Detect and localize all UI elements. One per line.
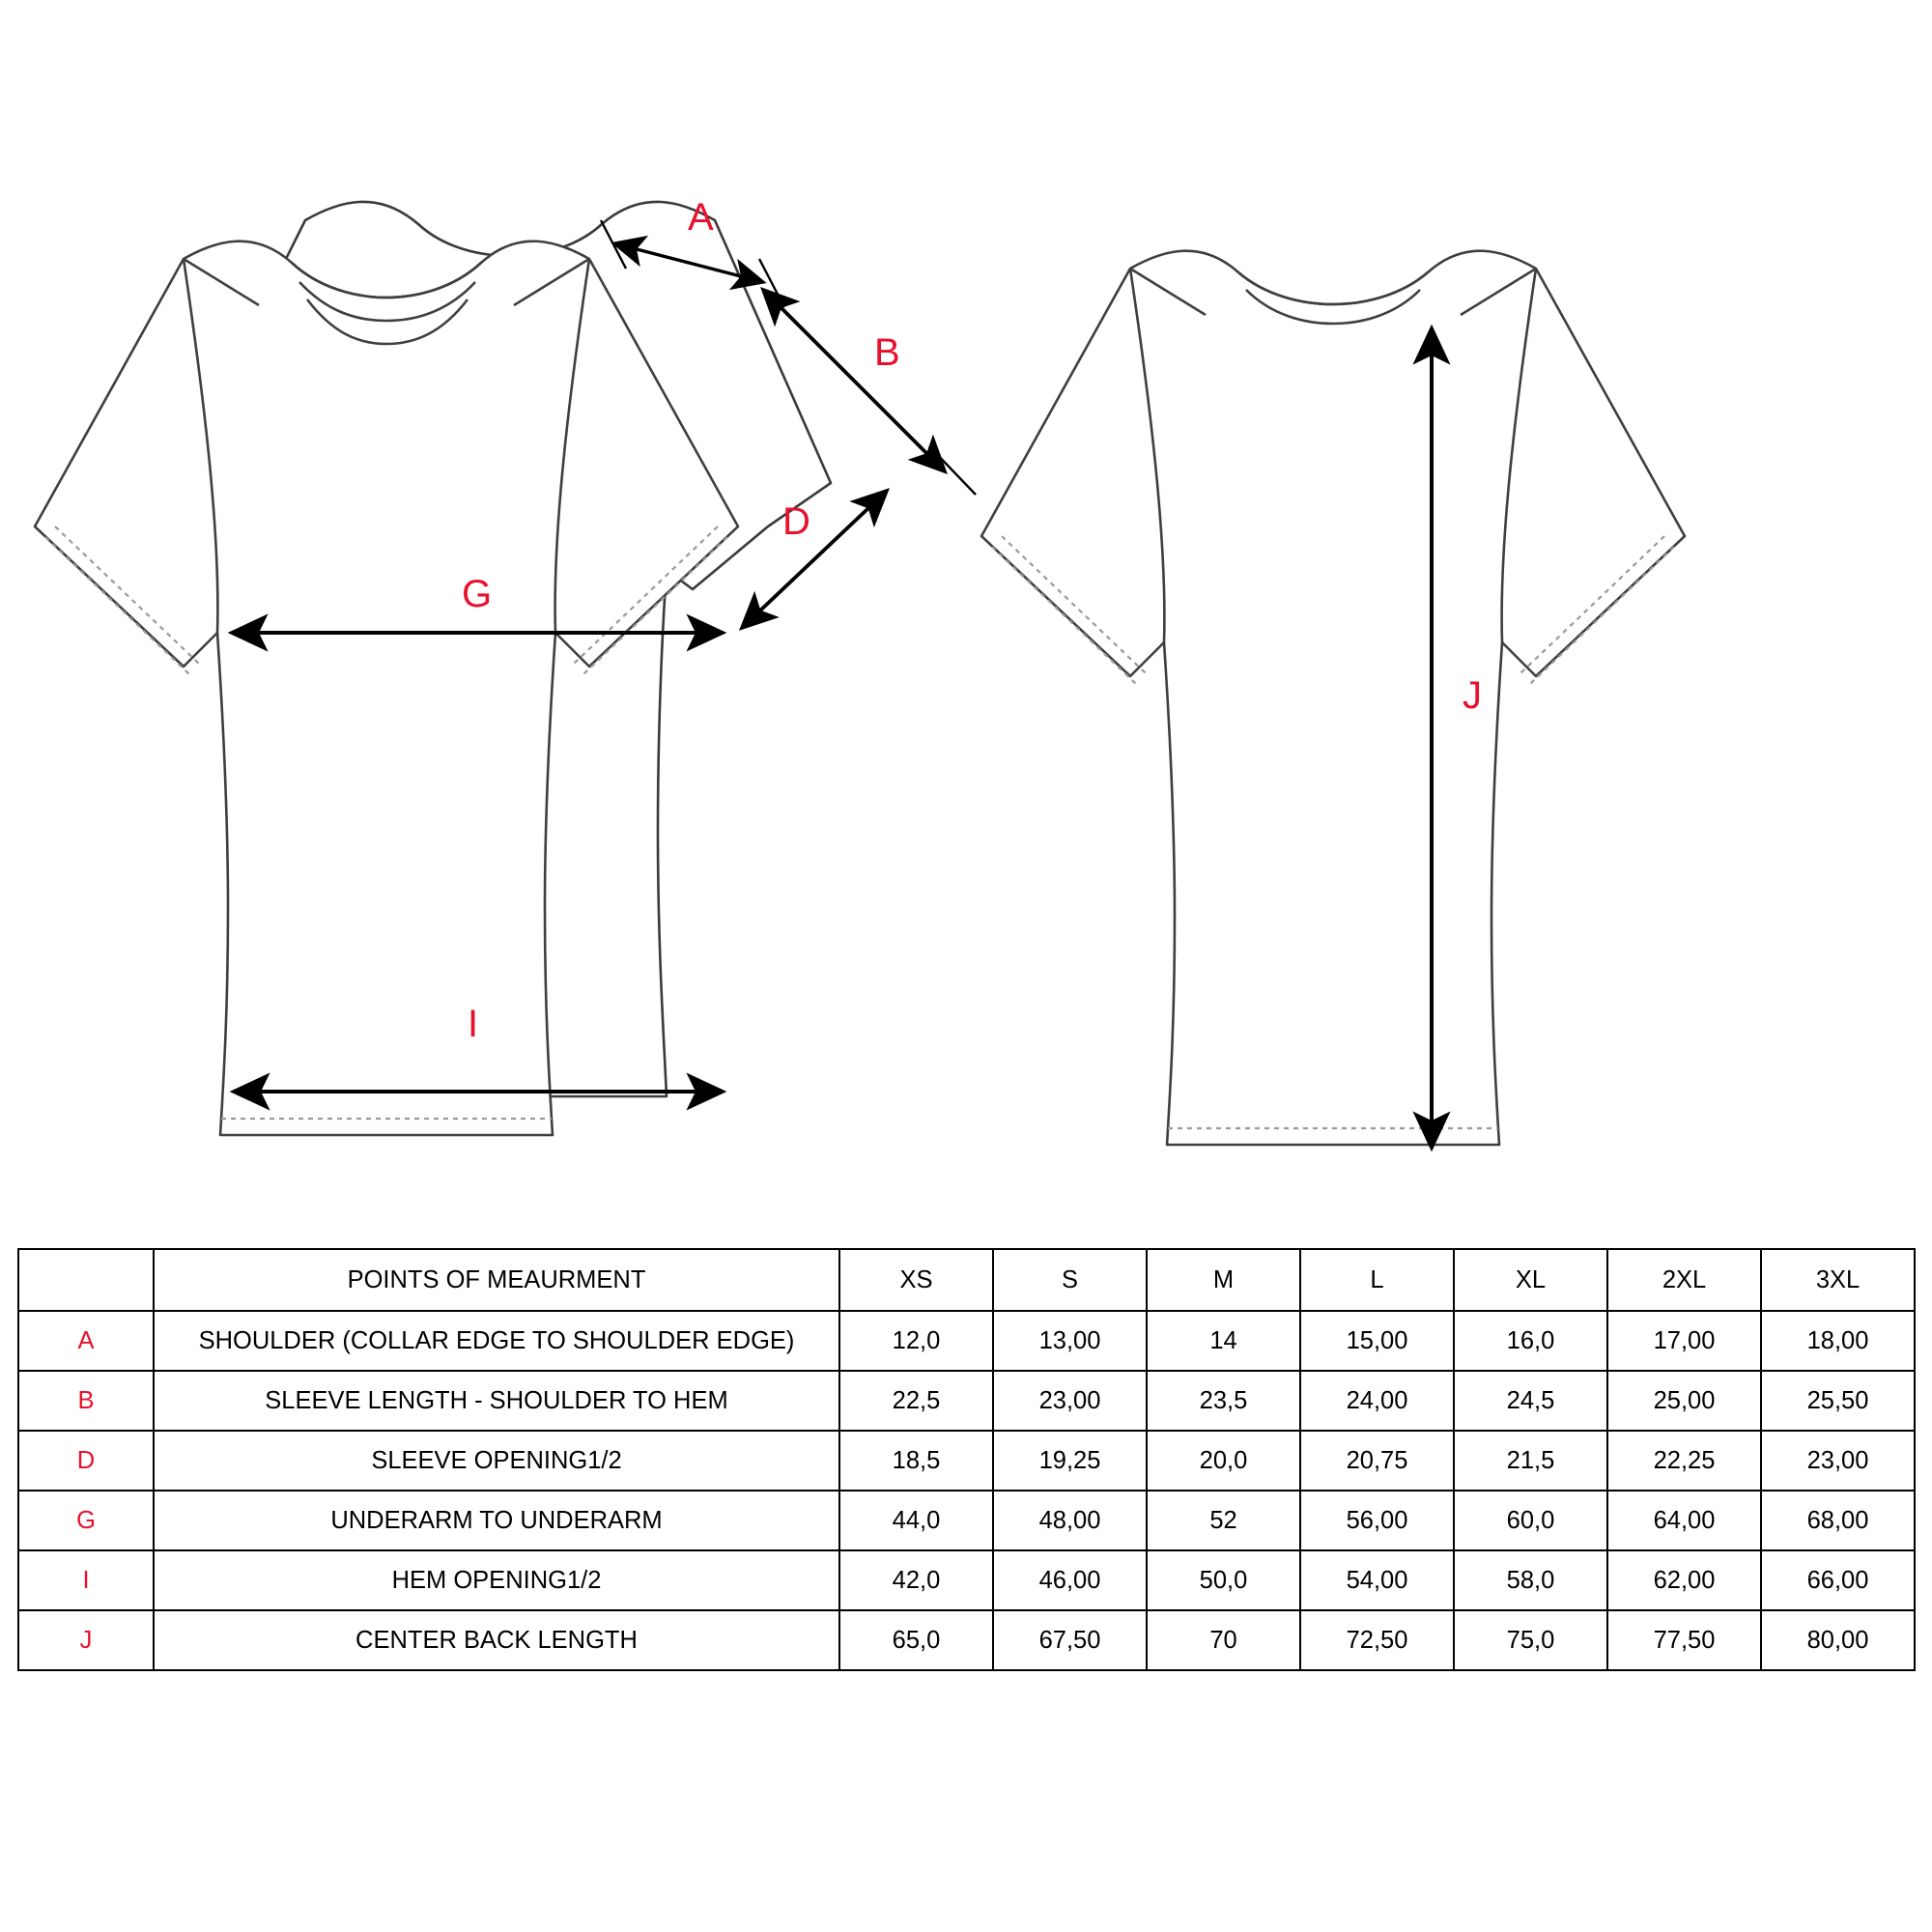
cell-d-l: 20,75 (1300, 1431, 1454, 1491)
cell-g-l: 56,00 (1300, 1491, 1454, 1550)
cell-g-2xl: 64,00 (1607, 1491, 1761, 1550)
cell-d-s: 19,25 (993, 1431, 1147, 1491)
row-name-a: SHOULDER (COLLAR EDGE TO SHOULDER EDGE) (154, 1311, 839, 1371)
cell-a-2xl: 17,00 (1607, 1311, 1761, 1371)
cell-b-xl: 24,5 (1454, 1371, 1607, 1431)
header-cell-2xl: 2XL (1607, 1249, 1761, 1311)
cell-g-xl: 60,0 (1454, 1491, 1607, 1550)
cell-b-3xl: 25,50 (1761, 1371, 1915, 1431)
cell-a-3xl: 18,00 (1761, 1311, 1915, 1371)
cell-g-m: 52 (1147, 1491, 1300, 1550)
callout-label-J: J (1463, 674, 1482, 717)
row-name-j: CENTER BACK LENGTH (154, 1610, 839, 1670)
cell-j-l: 72,50 (1300, 1610, 1454, 1670)
cell-d-3xl: 23,00 (1761, 1431, 1915, 1491)
table-row (18, 1550, 1915, 1610)
size-chart-table-wrap (17, 1248, 1915, 1671)
cell-d-xl: 21,5 (1454, 1431, 1607, 1491)
cell-d-m: 20,0 (1147, 1431, 1300, 1491)
cell-b-2xl: 25,00 (1607, 1371, 1761, 1431)
header-cell-points-of-measurement: POINTS OF MEAURMENT (154, 1249, 839, 1311)
cell-j-3xl: 80,00 (1761, 1610, 1915, 1670)
callout-label-A: A (688, 196, 714, 239)
cell-g-3xl: 68,00 (1761, 1491, 1915, 1550)
cell-j-s: 67,50 (993, 1610, 1147, 1670)
callout-label-I: I (468, 1003, 479, 1045)
row-name-g: UNDERARM TO UNDERARM (154, 1491, 839, 1550)
cell-b-l: 24,00 (1300, 1371, 1454, 1431)
header-cell-3xl: 3XL (1761, 1249, 1915, 1311)
cell-a-m: 14 (1147, 1311, 1300, 1371)
row-letter-a: A (18, 1311, 154, 1371)
cell-i-l: 54,00 (1300, 1550, 1454, 1610)
table-row (18, 1491, 1915, 1550)
cell-j-xs: 65,0 (839, 1610, 993, 1670)
table-row (18, 1610, 1915, 1670)
table-header-row (18, 1249, 1915, 1311)
row-letter-i: I (18, 1550, 154, 1610)
cell-i-xs: 42,0 (839, 1550, 993, 1610)
row-name-b: SLEEVE LENGTH - SHOULDER TO HEM (154, 1371, 839, 1431)
header-cell-s: S (993, 1249, 1147, 1311)
row-letter-b: B (18, 1371, 154, 1431)
cell-i-s: 46,00 (993, 1550, 1147, 1610)
cell-g-s: 48,00 (993, 1491, 1147, 1550)
cell-a-xl: 16,0 (1454, 1311, 1607, 1371)
row-letter-d: D (18, 1431, 154, 1491)
callout-label-G: G (462, 573, 493, 615)
cell-a-xs: 12,0 (839, 1311, 993, 1371)
tshirt-back-outline (981, 251, 1685, 1145)
cell-i-2xl: 62,00 (1607, 1550, 1761, 1610)
cell-d-2xl: 22,25 (1607, 1431, 1761, 1491)
cell-i-3xl: 66,00 (1761, 1550, 1915, 1610)
cell-g-xs: 44,0 (839, 1491, 993, 1550)
cell-a-l: 15,00 (1300, 1311, 1454, 1371)
cell-j-xl: 75,0 (1454, 1610, 1607, 1670)
table-row (18, 1371, 1915, 1431)
table-row (18, 1311, 1915, 1371)
cell-b-m: 23,5 (1147, 1371, 1300, 1431)
header-cell-xl: XL (1454, 1249, 1607, 1311)
cell-b-s: 23,00 (993, 1371, 1147, 1431)
row-letter-g: G (18, 1491, 154, 1550)
callout-label-D: D (782, 500, 810, 543)
header-cell-xs: XS (839, 1249, 993, 1311)
table-row (18, 1431, 1915, 1491)
cell-i-xl: 58,0 (1454, 1550, 1607, 1610)
cell-a-s: 13,00 (993, 1311, 1147, 1371)
row-letter-j: J (18, 1610, 154, 1670)
size-chart-table (17, 1248, 1916, 1671)
callout-label-B: B (874, 331, 900, 374)
cell-j-2xl: 77,50 (1607, 1610, 1761, 1670)
header-cell-l: L (1300, 1249, 1454, 1311)
row-name-d: SLEEVE OPENING1/2 (154, 1431, 839, 1491)
row-name-i: HEM OPENING1/2 (154, 1550, 839, 1610)
cell-i-m: 50,0 (1147, 1550, 1300, 1610)
cell-d-xs: 18,5 (839, 1431, 993, 1491)
cell-b-xs: 22,5 (839, 1371, 993, 1431)
header-cell-blank (18, 1249, 154, 1311)
cell-j-m: 70 (1147, 1610, 1300, 1670)
header-cell-m: M (1147, 1249, 1300, 1311)
